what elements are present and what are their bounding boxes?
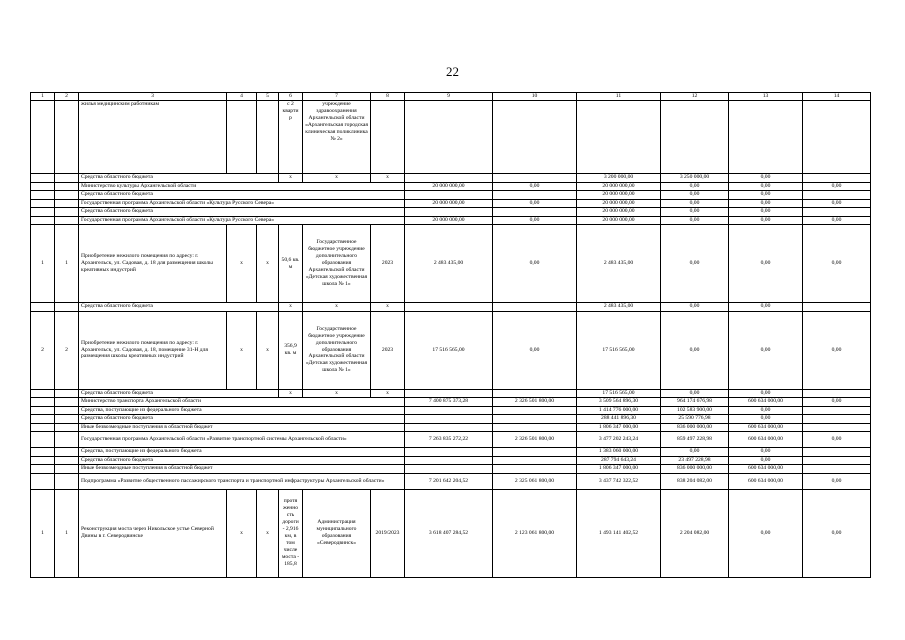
col-header: 12 (661, 93, 729, 101)
row-label: Средства областного бюджета (79, 456, 405, 465)
col-header: 7 (303, 93, 371, 101)
cell: 17 516 565,00 (577, 389, 661, 398)
cell: 600 634 000,00 (729, 465, 803, 474)
cell: х (279, 303, 303, 312)
cell: 2019/2023 (371, 489, 405, 577)
row-label: Министерство культуры Архангельской области (79, 182, 405, 191)
cell: 7 201 642 204,52 (405, 473, 493, 489)
cell: 0,00 (493, 311, 577, 389)
cell: 0,00 (661, 225, 729, 303)
col-header: 6 (279, 93, 303, 101)
cell: 0,00 (803, 432, 871, 448)
cell: 0,00 (803, 489, 871, 577)
cell: Государственное бюджетное учреждение дополнительного образования Архангельской области «Детская художественная школа № 1» (303, 311, 371, 389)
row-label: Средства областного бюджета (79, 191, 405, 200)
cell: 0,00 (729, 182, 803, 191)
col-header: 11 (577, 93, 661, 101)
table-row-object (31, 225, 871, 303)
cell: 2023 (371, 311, 405, 389)
table-row (31, 423, 871, 432)
cell: 3 509 564 896,30 (577, 398, 661, 407)
cell: 2 123 061 800,00 (493, 489, 577, 577)
cell: 2 326 501 800,00 (493, 432, 577, 448)
cell: 2 (55, 311, 79, 389)
cell: 0,00 (729, 448, 803, 457)
cell: 0,00 (729, 191, 803, 200)
row-label: Средства областного бюджета (79, 389, 279, 398)
cell: 2 483 435,00 (577, 303, 661, 312)
table-row (31, 182, 871, 191)
cell: 838 204 082,00 (661, 473, 729, 489)
cell: 3 618 407 284,52 (405, 489, 493, 577)
cell: протя женно сть дороги - 2,916 км, в том числе моста - 185,8 (279, 489, 303, 577)
table-row (31, 473, 871, 489)
table-row (31, 389, 871, 398)
row-label: Подпрограмма «Развитие общественного пассажирского транспорта и транспортной инфраструктуры Архангельской области» (79, 473, 405, 489)
cell: х (279, 389, 303, 398)
cell: 0,00 (729, 415, 803, 424)
col-header: 14 (803, 93, 871, 101)
cell: 0,00 (661, 448, 729, 457)
column-number-row (31, 93, 871, 101)
cell: 0,00 (661, 208, 729, 217)
cell: 0,00 (803, 398, 871, 407)
cell: 0,00 (493, 225, 577, 303)
table-row (31, 398, 871, 407)
cell: х (227, 225, 257, 303)
col-header: 10 (493, 93, 577, 101)
object-name: Приобретение нежилого помещения по адресу: г. Архангельск, ул. Садовая, д. 18, помещение 31-Н для размещения школы креативных индустрий (79, 311, 227, 389)
cell: 1 414 776 000,00 (577, 406, 661, 415)
row-label: Иные безвозмездные поступления в областной бюджет (79, 465, 405, 474)
cell: 20 000 000,00 (405, 216, 493, 225)
cell-text: жилья медицинским работникам (79, 101, 227, 174)
table-row (31, 216, 871, 225)
cell: 1 (31, 489, 55, 577)
cell: 0,00 (803, 216, 871, 225)
col-header: 8 (371, 93, 405, 101)
cell: 17 516 565,00 (405, 311, 493, 389)
cell: 2 326 501 800,00 (493, 398, 577, 407)
cell: 964 174 676,98 (661, 398, 729, 407)
cell-text: учреждение здравоохранения Архангельской области «Архангельская городская клиническая поликлиника № 2» (303, 101, 371, 174)
cell: 20 000 000,00 (405, 182, 493, 191)
cell: 0,00 (661, 191, 729, 200)
cell: 2023 (371, 225, 405, 303)
table-row (31, 448, 871, 457)
cell: 0,00 (729, 303, 803, 312)
col-header: 2 (55, 93, 79, 101)
cell: 20 000 000,00 (577, 208, 661, 217)
row-label: Средства областного бюджета (79, 303, 279, 312)
table-row (31, 191, 871, 200)
table-row (31, 174, 871, 183)
cell: 600 634 000,00 (729, 398, 803, 407)
budget-table (30, 92, 871, 578)
cell: 20 000 000,00 (577, 191, 661, 200)
cell: 20 000 000,00 (405, 199, 493, 208)
cell: 2 204 082,00 (661, 489, 729, 577)
table-row (31, 406, 871, 415)
cell: 0,00 (729, 225, 803, 303)
cell: 3 250 000,00 (661, 174, 729, 183)
cell: х (257, 225, 279, 303)
cell: х (227, 311, 257, 389)
cell: 1 806 347 000,00 (577, 423, 661, 432)
cell: 20 000 000,00 (577, 182, 661, 191)
table-row (31, 208, 871, 217)
cell: х (279, 174, 303, 183)
cell: 2 325 061 800,00 (493, 473, 577, 489)
col-header: 3 (79, 93, 227, 101)
cell: 0,00 (729, 216, 803, 225)
cell: 0,00 (803, 182, 871, 191)
col-header: 4 (227, 93, 257, 101)
col-header: 13 (729, 93, 803, 101)
cell: 0,00 (729, 389, 803, 398)
cell: х (257, 489, 279, 577)
row-label: Средства, поступающие из федерального бюджета (79, 448, 405, 457)
cell: 0,00 (803, 311, 871, 389)
row-label: Средства областного бюджета (79, 174, 279, 183)
cell: х (303, 174, 371, 183)
row-label: Государственная программа Архангельской области «Развитие транспортной системы Архангельской области» (79, 432, 405, 448)
cell: 600 634 000,00 (729, 423, 803, 432)
object-name: Приобретение нежилого помещения по адресу: г. Архангельск, ул. Садовая, д. 18 для размещения школы креативных индустрий (79, 225, 227, 303)
col-header: 1 (31, 93, 55, 101)
cell: 0,00 (803, 199, 871, 208)
cell: 0,00 (803, 473, 871, 489)
row-label: Средства областного бюджета (79, 415, 405, 424)
row-label: Средства областного бюджета (79, 208, 405, 217)
cell: 836 000 000,00 (661, 423, 729, 432)
cell: Государственное бюджетное учреждение дополнительного образования Архангельской области «Детская художественная школа № 1» (303, 225, 371, 303)
cell: 600 634 000,00 (729, 432, 803, 448)
cell: 0,00 (661, 311, 729, 389)
cell: 0,00 (729, 311, 803, 389)
cell: 0,00 (493, 199, 577, 208)
cell: х (227, 489, 257, 577)
cell: 859 497 228,98 (661, 432, 729, 448)
cell: Администрация муниципального образования «Северодвинск» (303, 489, 371, 577)
table-row (31, 465, 871, 474)
object-name: Реконструкция моста через Никольское устье Северной Двины в г. Северодвинске (79, 489, 227, 577)
cell: 0,00 (729, 174, 803, 183)
cell: 836 000 000,00 (661, 465, 729, 474)
cell: 3 437 742 322,52 (577, 473, 661, 489)
cell: 1 (55, 225, 79, 303)
cell: 50,6 кв. м (279, 225, 303, 303)
cell: х (371, 303, 405, 312)
cell: 0,00 (729, 199, 803, 208)
table-row-object (31, 489, 871, 577)
cell: 1 383 060 000,00 (577, 448, 661, 457)
col-header: 9 (405, 93, 493, 101)
cell: 0,00 (661, 199, 729, 208)
table-row (31, 303, 871, 312)
table-row-object (31, 311, 871, 389)
table-row (31, 432, 871, 448)
cell: 0,00 (803, 225, 871, 303)
cell: 288 441 896,30 (577, 415, 661, 424)
cell: 1 493 141 402,52 (577, 489, 661, 577)
table-row-continuation (31, 101, 871, 174)
cell: 0,00 (729, 456, 803, 465)
cell: 0,00 (661, 216, 729, 225)
cell: 0,00 (729, 208, 803, 217)
row-label: Средства, поступающие из федерального бюджета (79, 406, 405, 415)
cell: 356,9 кв. м (279, 311, 303, 389)
cell: 1 806 347 000,00 (577, 465, 661, 474)
cell: 0,00 (729, 406, 803, 415)
cell: 3 200 000,00 (577, 174, 661, 183)
cell: х (371, 389, 405, 398)
cell: х (303, 303, 371, 312)
cell: 25 590 776,98 (661, 415, 729, 424)
cell: 20 000 000,00 (577, 216, 661, 225)
cell: 3 477 202 243,24 (577, 432, 661, 448)
cell: 2 (31, 311, 55, 389)
table-row (31, 456, 871, 465)
cell: 7 400 875 373,28 (405, 398, 493, 407)
cell: 0,00 (729, 489, 803, 577)
cell: 1 (31, 225, 55, 303)
cell: 1 (55, 489, 79, 577)
cell-text: с 2 кварти р (279, 101, 303, 174)
row-label: Иные безвозмездные поступления в областной бюджет (79, 423, 405, 432)
cell: 2 483 435,00 (405, 225, 493, 303)
row-label: Государственная программа Архангельской области «Культура Русского Севера» (79, 199, 405, 208)
cell: 0,00 (661, 182, 729, 191)
cell: 23 497 228,98 (661, 456, 729, 465)
cell: х (257, 311, 279, 389)
row-label: Министерство транспорта Архангельской области (79, 398, 405, 407)
cell: 287 794 643,24 (577, 456, 661, 465)
cell: 0,00 (661, 303, 729, 312)
table-row (31, 199, 871, 208)
row-label: Государственная программа Архангельской области «Культура Русского Севера» (79, 216, 405, 225)
cell: 102 583 900,00 (661, 406, 729, 415)
col-header: 5 (257, 93, 279, 101)
cell: х (371, 174, 405, 183)
page-number: 22 (446, 64, 459, 79)
cell: 20 000 000,00 (577, 199, 661, 208)
cell: 0,00 (493, 182, 577, 191)
cell: 7 263 835 272,22 (405, 432, 493, 448)
cell: 17 516 565,00 (577, 311, 661, 389)
cell: 2 483 435,00 (577, 225, 661, 303)
table-row (31, 415, 871, 424)
cell: 600 634 000,00 (729, 473, 803, 489)
cell: 0,00 (661, 389, 729, 398)
cell: 0,00 (493, 216, 577, 225)
cell: х (303, 389, 371, 398)
